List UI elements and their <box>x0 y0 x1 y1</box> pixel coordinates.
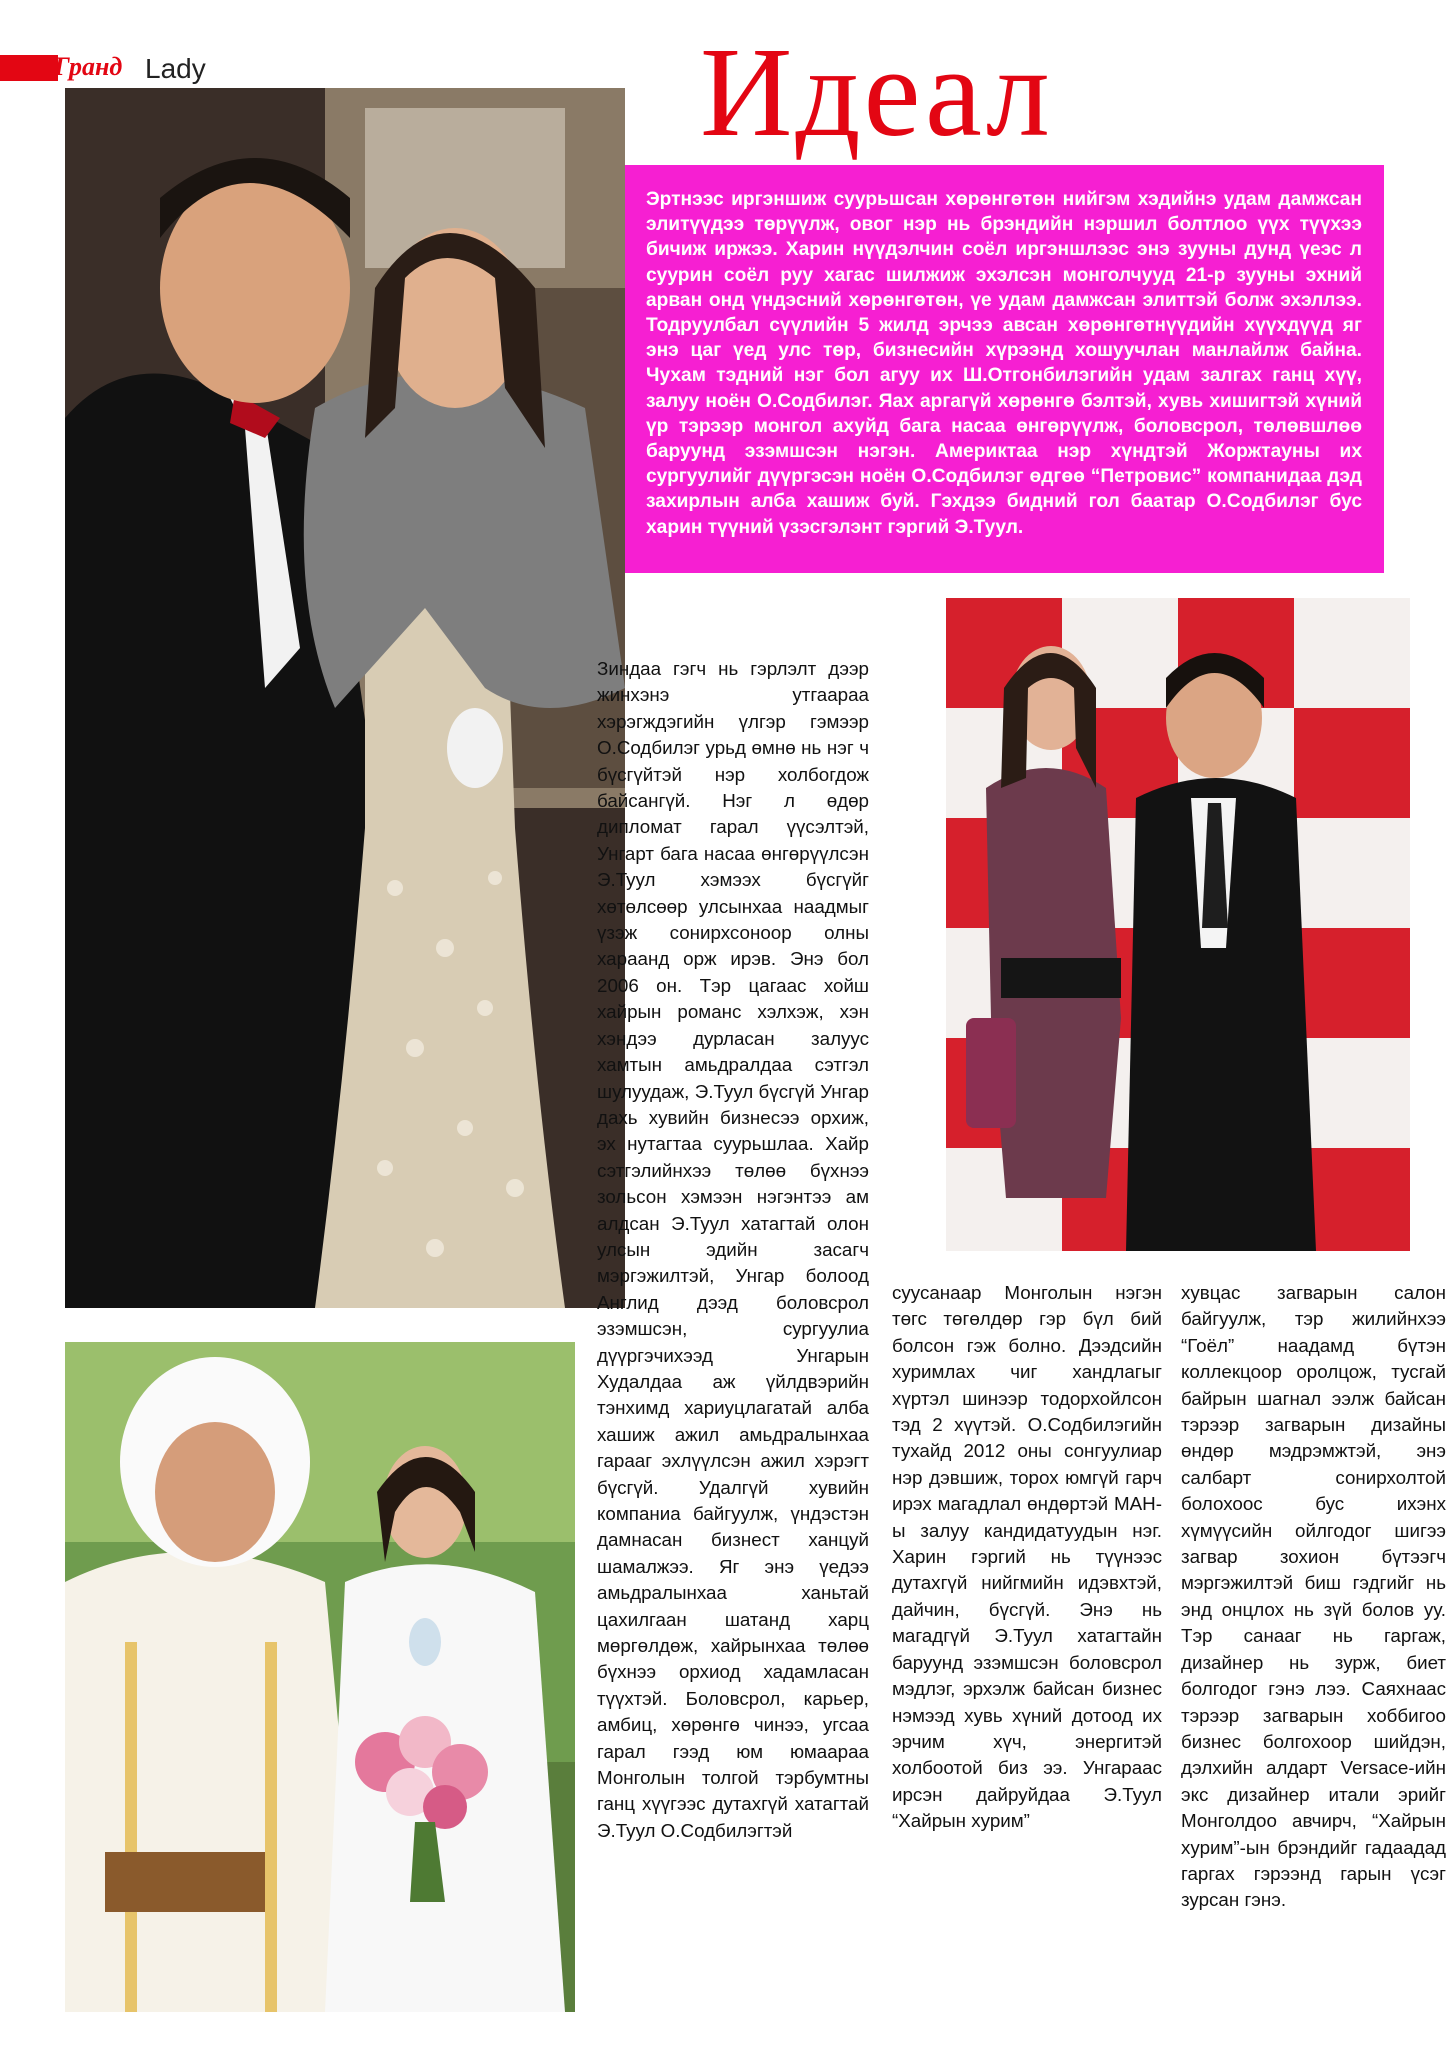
magazine-logo: Гранд <box>54 52 123 81</box>
article-column-1: Зиндаа гэгч нь гэрлэлт дээр жинхэнэ утгаараа хэрэгждэгийн үлгэр гэмээр О.Содбилэг урьд өмнө нь нэг ч бүсгүйтэй нэр холбогдож байсангүй. Нэг л өдөр дипломат гарал үүсэлтэй, Унгарт бага насаа өнгөрүүлсэн Э.Туул хэмээх бүсгүйг хөтөлсөөр улсынхаа наадмыг үзэж сонирхсоноор олны хараанд орж ирэв. Энэ бол 2006 он. Тэр цагаас хойш хайрын романс хэлхэж, хэн хэндээ дурласан залуус хамтын амьдралдаа сэтгэл шулуудаж, Э.Туул бүсгүй Унгар дахь хувийн бизнесээ орхиж, эх нутагтаа суурьшлаа. Хайр сэтгэлийнхээ төлөө бүхнээ зольсон хэмээн нэгэнтээ ам алдсан Э.Туул хатагтай олон улсын эдийн засагч мэргэжилтэй, Унгар болоод Англид дээд боловсрол эзэмшсэн, сургуулиа дүүргэчихээд Унгарын Худалдаа аж үйлдвэрийн тэнхимд хариуцлагатай алба хашиж ажил амьдралынхаа гарааг эхлүүлсэн ажил хэрэгт бүсгүй. Удалгүй хувийн компаниа байгуулж, үндэстэн дамнасан бизнест ханцуй шамалжээ. Яг энэ үедээ амьдралынхаа ханьтай цахилгаан шатанд харц мөргөлдөж, хайрынхаа төлөө бүхнээ орхиод хадамласан түүхтэй. Боловсрол, карьер, амбиц, хөрөнгө чинээ, угсаа гарал гээд юм юмаараа Монголын толгой тэрбумтны ганц хүүгээс дутахгүй хатагтай Э.Туул О.Содбилэгтэй <box>597 658 869 1841</box>
photo-couple-gala <box>65 88 625 1308</box>
photo-couple-event <box>946 598 1410 1251</box>
section-label: Lady <box>145 53 206 84</box>
article-intro: Эртнээс иргэншиж суурьшсан хөрөнгөтөн нийгэм хэдийнэ удам дамжсан элитүүдээ төрүүлж, овог нэр нь брэндийн нэршил болтлоо үүх түүхээ бичиж иржээ. Харин нүүдэлчин соёл иргэншлээс энэ зууны дунд үеэс л суурин соёл руу хагас шилжиж эхэлсэн монголчууд 21-р зууны эхний арван онд үндэсний хөрөнгөтөн, үе удам дамжсан элиттэй болж эхэллээ. Тодруулбал сүүлийн 5 жилд эрчээ авсан хөрөнгөтнүүдийн хүүхдүүд яг энэ цаг үед улс төр, бизнесийн хүрээнд хошуучлан манлайлж байна. Чухам тэдний нэг бол агуу их Ш.Отгонбилэгийн удам залгах ганц хүү, залуу ноён О.Содбилэг. Яах аргагүй хөрөнгө бэлтэй, хувь хишигтэй хүний үр тэрээр монгол ахуйд бага насаа өнгөрүүлж, боловсрол, төлөвшлөө баруунд эзэмшсэн нэгэн. Америктаа нэр хүндтэй Жоржтауны их сургуулийг дүүргэсэн ноён О.Содбилэг өдгөө “Петровис” компанидаа дэд захирлын алба хашиж буй. Гэхдээ бидний гол баатар О.Содбилэг бус харин түүний үзэсгэлэнт гэргий Э.Туул. <box>624 165 1384 573</box>
article-column-2: суусанаар Монголын нэгэн төгс төгөлдөр гэр бүл бий болсон гэж болно. Дээдсийн хуримлах чиг хандлагыг хүртэл шинээр тодорхойлсон тэд 2 хүүтэй. О.Содбилэгийн тухайд 2012 оны сонгуулиар нэр дэвшиж, торох юмгүй гарч ирэх магадлал өндөртэй МАН-ы залуу кандидатуудын нэг. Харин гэргий нь түүнээс дутахгүй нийгмийн идэвхтэй, дайчин, бүсгүй. Энэ нь магадгүй Э.Туул хатагтайн баруунд эзэмшсэн боловсрол мэдлэг, эрхэлж байсан бизнес нэмээд хувь хүний дотоод их эрчим хүч, энергитэй холбоотой биз ээ. Унгараас ирсэн дайруйдаа Э.Туул “Хайрын хурим” <box>892 1282 1162 1832</box>
photo-couple-wedding <box>65 1342 575 2012</box>
header-accent-bar <box>0 55 58 81</box>
article-column-3: хувцас загварын салон байгуулж, тэр жилийнхээ “Гоёл” наадамд бүтэн коллекцоор оролцож, тусгай байрын шагнал ээлж байсан тэрээр загварын дизайны өндөр мэдрэмжтэй, энэ салбарт сонирхолтой болохоос бус ихэнх хүмүүсийн ойлгодог шигээ загвар зохион бүтээгч мэргэжилтэй биш гэдгийг нь энд онцлох нь зүй болов уу. Тэр санааг нь гаргаж, дизайнер нь зурж, биет болгодог гэнэ лээ. Саяхнаас тэрээр загварын хоббигоо бизнес болгохоор шийдэн, дэлхийн алдарт Versace-ийн экс дизайнер итали эрийг Монголдоо авчирч, “Хайрын хурим”-ын брэндийг гадаадад гаргах гэрээнд гарын үсэг зурсан гэнэ. <box>1181 1282 1446 1911</box>
article-title: Идеал <box>700 21 1053 163</box>
